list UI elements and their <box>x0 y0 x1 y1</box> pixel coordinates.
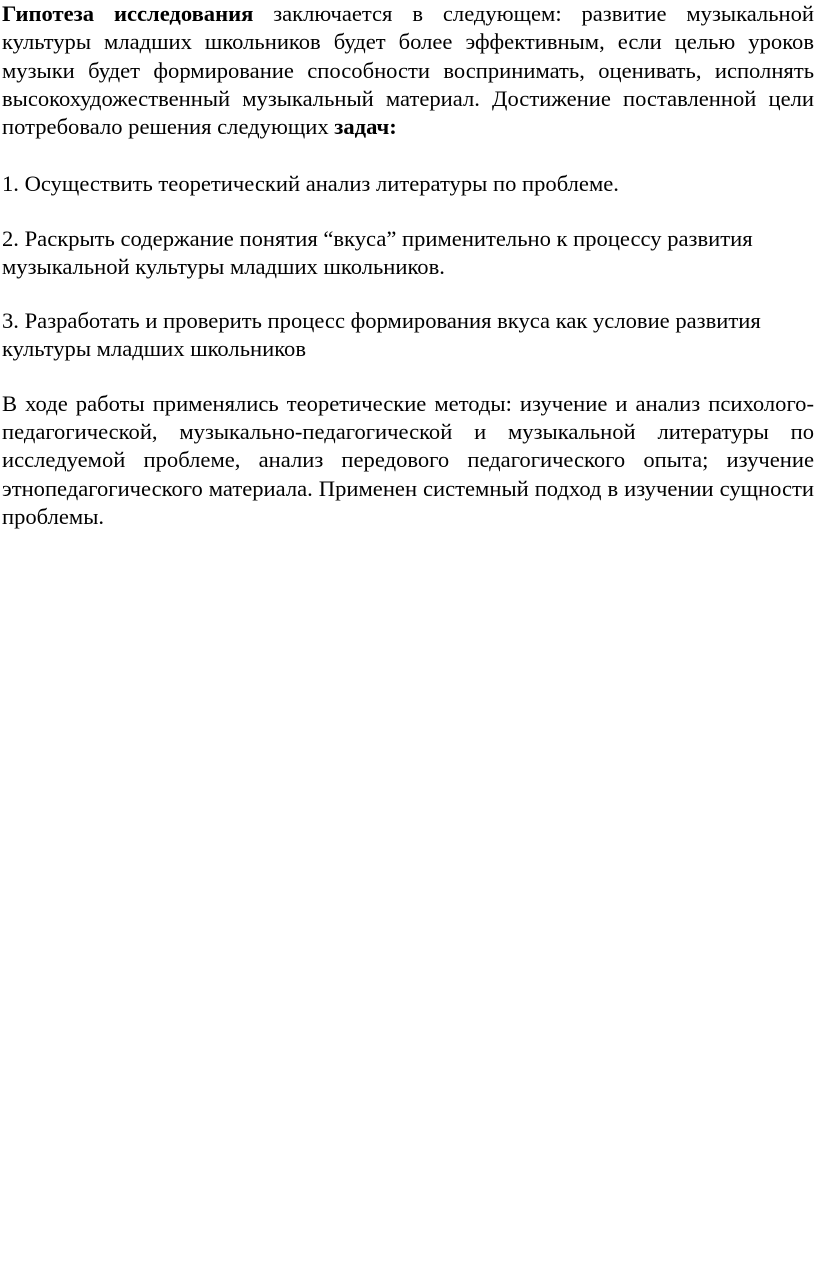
methods-paragraph: В ходе работы применялись теоретические методы: изучение и анализ психолого-педагогической, музыкально-педагогической и музыкальной литературы по исследуемой проблеме, анализ передового педагогического опыта; изучение этнопедагогического материала. Применен системный подход в изучении сущности проблемы. <box>2 390 814 530</box>
hypothesis-heading: Гипотеза исследования <box>2 1 254 26</box>
document-page <box>2 0 814 531</box>
task-item-1: 1. Осуществить теоретический анализ литературы по проблеме. <box>2 171 619 197</box>
task-item-2: 2. Раскрыть содержание понятия “вкуса” применительно к процессу развития музыкальной культуры младших школьников. <box>2 225 753 280</box>
hypothesis-paragraph <box>2 0 814 141</box>
hypothesis-text: заключается в следующем: развитие музыкальной культуры младших школьников будет более эффективным, если целью уроков музыки будет формирование способности воспринимать, оценивать, исполнять высокохудожественный музыкальный материал. Достижение поставленной цели потребовало решения следующих <box>2 1 814 140</box>
tasks-heading: задач: <box>334 114 397 140</box>
task-item-3: 3. Разработать и проверить процесс формирования вкуса как условие развития культуры младших школьников <box>2 307 761 362</box>
